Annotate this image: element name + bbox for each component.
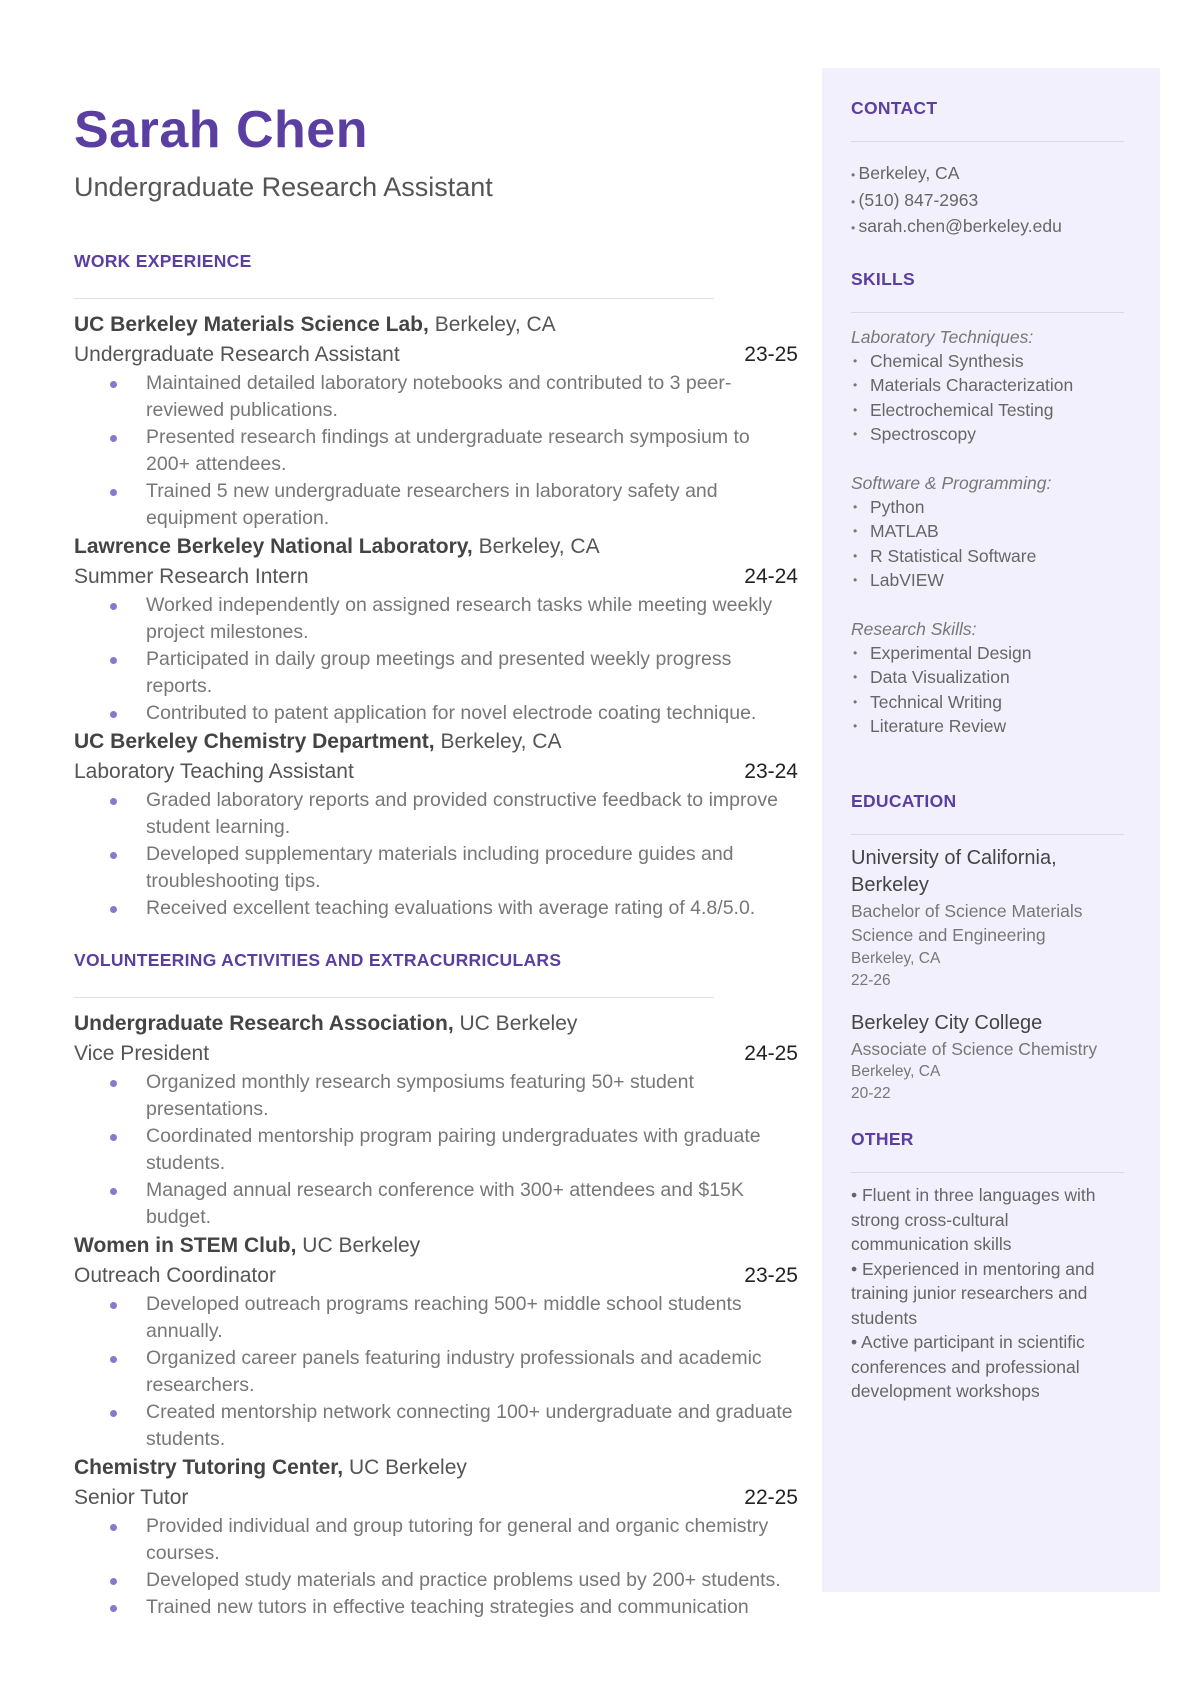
other-item: • Experienced in mentoring and training junior researchers and students [851,1258,1095,1328]
activity-bullets [74,1291,798,1453]
candidate-name: Sarah Chen [74,101,368,159]
education-location: Berkeley, CA [851,1063,941,1080]
other-item: • Active participant in scientific conferences and professional development workshops [851,1332,1085,1401]
bullet-item: Managed annual research conference with 300+ attendees and $15K budget. [146,1177,798,1231]
activity-entry [74,1009,798,1231]
bullet-item: Coordinated mentorship program pairing undergraduates with graduate students. [146,1123,798,1177]
skill-item: • Spectroscopy [851,422,1124,447]
section-heading: SKILLS [851,268,916,289]
education-location: Berkeley, CA [851,949,941,967]
skill-group [851,325,1124,447]
bullet-item: Trained 5 new undergraduate researchers in laboratory safety and equipment operation. [146,478,798,532]
job-bullets [74,592,798,727]
skill-item: • Materials Characterization [851,373,1124,398]
other-item: • Fluent in three languages with strong cross-cultural communication skills [851,1185,1096,1254]
skill-group [851,617,1124,739]
bullet-item: Organized career panels featuring industry professionals and academic researchers. [146,1345,798,1399]
activity-role: Vice President [74,1042,210,1065]
skill-item: • MATLAB [851,519,1124,544]
skill-group-label: Laboratory Techniques: [851,326,1034,347]
education-section [851,791,1124,1106]
bullet-item: Participated in daily group meetings and presented weekly progress reports. [146,646,798,700]
activity-role: Outreach Coordinator [74,1264,276,1287]
skill-item: • Data Visualization [851,665,1124,690]
bullet-item: Graded laboratory reports and provided constructive feedback to improve student learning. [146,787,798,841]
job-entry [74,727,798,922]
volunteering-section [74,950,798,1621]
activity-date: 22-25 [744,1486,798,1509]
contact-location: • Berkeley, CA [851,161,1124,188]
activity-location: UC Berkeley [302,1234,421,1257]
education-degree: Associate of Science Chemistry [851,1038,1098,1059]
job-role: Undergraduate Research Assistant [74,343,400,366]
work-experience-section [74,251,798,922]
section-heading: EDUCATION [851,790,957,811]
job-organization: UC Berkeley Materials Science Lab, [74,313,429,336]
skill-item: • Experimental Design [851,641,1124,666]
skill-item: • Python [851,495,1124,520]
main-column [74,92,798,1621]
section-divider [851,1172,1124,1173]
bullet-item: Trained new tutors in effective teaching strategies and communication [146,1594,798,1621]
job-entry [74,532,798,727]
job-location: Berkeley, CA [478,535,600,558]
bullet-item: Received excellent teaching evaluations with average rating of 4.8/5.0. [146,895,798,922]
education-dates: 22-26 [851,971,891,989]
bullet-item: Worked independently on assigned research tasks while meeting weekly project milestones. [146,592,798,646]
activity-location: UC Berkeley [349,1456,467,1479]
activity-bullets [74,1069,798,1231]
job-date: 24-24 [744,565,798,588]
bullet-item: Developed outreach programs reaching 500+ middle school students annually. [146,1291,798,1345]
job-location: Berkeley, CA [434,313,556,336]
skill-group-label: Software & Programming: [851,472,1052,493]
bullet-item: Presented research findings at undergraduate research symposium to 200+ attendees. [146,424,798,478]
activity-organization: Undergraduate Research Association, [74,1012,454,1035]
skill-item: • R Statistical Software [851,544,1124,569]
job-bullets [74,787,798,922]
bullet-item: Developed study materials and practice problems used by 200+ students. [146,1567,798,1594]
section-heading: VOLUNTEERING ACTIVITIES AND EXTRACURRICULARS [74,950,562,970]
activity-entry [74,1231,798,1453]
section-heading: OTHER [851,1129,914,1149]
section-divider [851,834,1124,835]
activity-date: 23-25 [744,1264,798,1287]
bullet-item: Created mentorship network connecting 100+ undergraduate and graduate students. [146,1399,798,1453]
skill-item: • Chemical Synthesis [851,349,1124,374]
contact-section [851,68,1124,241]
job-date: 23-24 [744,760,798,783]
contact-list [851,161,1124,241]
job-organization: Lawrence Berkeley National Laboratory, [74,535,473,558]
activity-location: UC Berkeley [459,1012,578,1035]
other-list [851,1183,1124,1404]
bullet-item: Maintained detailed laboratory notebooks and contributed to 3 peer-reviewed publications. [146,370,798,424]
bullet-item: Provided individual and group tutoring for general and organic chemistry courses. [146,1513,798,1567]
section-heading: CONTACT [851,98,938,118]
job-role: Summer Research Intern [74,565,309,588]
activity-organization: Chemistry Tutoring Center, [74,1456,344,1479]
activity-role: Senior Tutor [74,1486,189,1509]
section-divider [851,141,1124,142]
job-entry [74,310,798,532]
bullet-item: Developed supplementary materials including procedure guides and troubleshooting tips. [146,841,798,895]
education-entry [851,1010,1124,1106]
education-degree: Bachelor of Science Materials Science and Engineering [851,900,1083,945]
activity-organization: Women in STEM Club, [74,1234,297,1257]
contact-phone: • (510) 847-2963 [851,188,1124,215]
contact-email: • sarah.chen@berkeley.edu [851,214,1124,241]
job-location: Berkeley, CA [440,730,562,753]
job-organization: UC Berkeley Chemistry Department, [74,730,435,753]
education-school: University of California, Berkeley [851,846,1057,896]
job-bullets [74,370,798,532]
skill-item: • Literature Review [851,714,1124,739]
education-dates: 20-22 [851,1085,891,1102]
other-section [851,1129,1124,1404]
section-divider [851,312,1124,313]
activity-entry [74,1453,798,1621]
sidebar [822,68,1160,1592]
skills-section [851,269,1124,739]
bullet-item: Organized monthly research symposiums featuring 50+ student presentations. [146,1069,798,1123]
job-date: 23-25 [744,343,798,366]
skill-group [851,471,1124,593]
activity-bullets [74,1513,798,1621]
education-entry [851,845,1124,992]
education-school: Berkeley City College [851,1011,1043,1034]
skill-group-label: Research Skills: [851,618,977,639]
job-role: Laboratory Teaching Assistant [74,760,354,783]
candidate-title: Undergraduate Research Assistant [74,172,493,202]
bullet-item: Contributed to patent application for novel electrode coating technique. [146,700,798,727]
section-heading: WORK EXPERIENCE [74,251,252,271]
skill-item: • Technical Writing [851,690,1124,715]
skill-item: • Electrochemical Testing [851,398,1124,423]
skill-item: • LabVIEW [851,568,1124,593]
activity-date: 24-25 [744,1042,798,1065]
